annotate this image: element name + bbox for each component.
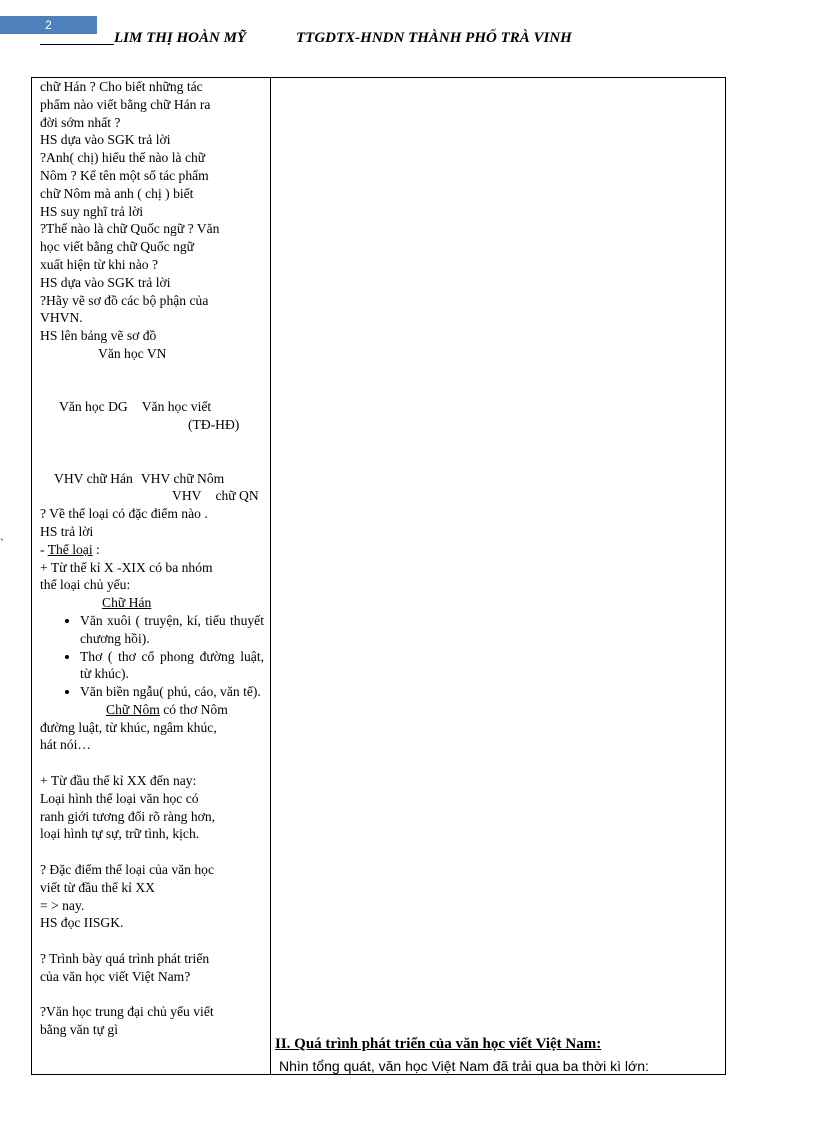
text-line: đời sớm nhất ?	[40, 114, 121, 130]
text-line: xuất hiện từ khi nào ?	[40, 256, 158, 272]
text-line: = > nay.	[40, 897, 85, 913]
text-line: học viết bằng chữ Quốc ngữ	[40, 239, 195, 255]
text-line: loại hình tự sự, trữ tình, kịch.	[40, 826, 200, 842]
section-text: Nhìn tổng quát, văn học Việt Nam đã trải qua ba thời kì lớn:	[279, 1058, 649, 1074]
text-line: ? Trình bày quá trình phát triển	[40, 951, 210, 967]
list-item: • Thơ ( thơ cổ phong đường luật, từ khúc).	[80, 648, 264, 684]
page-header	[40, 30, 740, 52]
text-line: bằng văn tự gì	[40, 1022, 118, 1038]
text-line: HS dựa vào SGK trả lời	[40, 132, 171, 148]
text-line: ?Anh( chị) hiểu thế nào là chữ	[40, 150, 206, 166]
text-line: hát nói…	[40, 737, 91, 753]
diagram-td: (TĐ-HĐ)	[188, 417, 240, 433]
chu-han-heading: Chữ Hán	[102, 595, 152, 611]
lesson-content-cell	[271, 78, 726, 1075]
text-line: ? Đặc điểm thể loại của văn học	[40, 862, 214, 878]
text-line: HS đọc IISGK.	[40, 915, 124, 931]
text-line: HS suy nghĩ trả lời	[40, 203, 144, 219]
text-line: VHVN.	[40, 310, 83, 326]
the-loai-underlined: Thể loại	[47, 541, 93, 557]
text-line: đường luật, từ khúc, ngâm khúc,	[40, 719, 217, 735]
section-heading: II. Quá trình phát triển của văn học viết Việt Nam:	[275, 1036, 602, 1052]
header-center-name: TTGDTX-HNDN THÀNH PHỐ TRÀ VINH	[296, 30, 572, 46]
text-line: ? Về thể loại có đặc điểm nào .	[40, 506, 208, 522]
text-line: ?Hãy vẽ sơ đồ các bộ phận của	[40, 292, 209, 308]
text-line: ?Văn học trung đại chủ yếu viết	[40, 1004, 214, 1020]
list-item: • Văn xuôi ( truyện, kí, tiểu thuyết chương hồi).	[80, 612, 264, 648]
header-rule	[40, 30, 114, 45]
diagram-level-1	[32, 398, 270, 416]
diagram-vhv-qn: VHV	[172, 488, 202, 504]
header-author: LIM THỊ HOÀN MỸ	[114, 30, 247, 46]
stray-mark: `	[0, 536, 4, 550]
the-loai-line: - Thể loại :	[40, 541, 100, 557]
text-line: phẩm nào viết bằng chữ Hán ra	[40, 96, 211, 112]
chu-nom-line: Chữ Nôm có thơ Nôm	[106, 701, 228, 717]
diagram-level-2	[32, 470, 270, 488]
text-line: chữ Hán ? Cho biết những tác	[40, 79, 203, 94]
chu-nom-underlined: Chữ Nôm	[106, 701, 160, 717]
text-line: ranh giới tương đối rõ ràng hơn,	[40, 808, 216, 824]
text-line: + Từ đầu thế kỉ XX đến nay:	[40, 773, 197, 789]
diagram-qn: chữ QN	[215, 488, 259, 504]
diagram-dg: Văn học DG	[59, 399, 128, 415]
text-line: thể loại chủ yếu:	[40, 577, 131, 593]
text-line: ?Thế nào là chữ Quốc ngữ ? Văn	[40, 221, 220, 237]
text-line: HS trả lời	[40, 523, 94, 539]
page-number-tab: 2	[0, 16, 97, 34]
genre-list	[32, 612, 270, 701]
text-line: của văn học viết Việt Nam?	[40, 968, 191, 984]
diagram-root: Văn học VN	[98, 345, 167, 361]
teacher-student-activity-cell	[32, 78, 271, 1075]
text-line: Nôm ? Kể tên một số tác phẩm	[40, 167, 209, 183]
lesson-table	[31, 77, 726, 1075]
list-item: • Văn biền ngẫu( phú, cáo, văn tế).	[80, 683, 264, 701]
diagram-vhv-han: VHV chữ Hán	[54, 470, 133, 486]
text-line: chữ Nôm mà anh ( chị ) biết	[40, 185, 194, 201]
text-line: HS lên bảng vẽ sơ đồ	[40, 328, 157, 344]
text-line: Loại hình thể loại văn học có	[40, 790, 199, 806]
diagram-level-2b	[32, 487, 270, 505]
diagram-viet: Văn học viết	[141, 399, 212, 415]
diagram-vhv-nom: VHV chữ Nôm	[140, 470, 225, 486]
text-line: viết từ đầu thế kỉ XX	[40, 879, 155, 895]
text-line: HS dựa vào SGK trả lời	[40, 274, 171, 290]
text-line: + Từ thế kỉ X -XIX có ba nhóm	[40, 559, 213, 575]
